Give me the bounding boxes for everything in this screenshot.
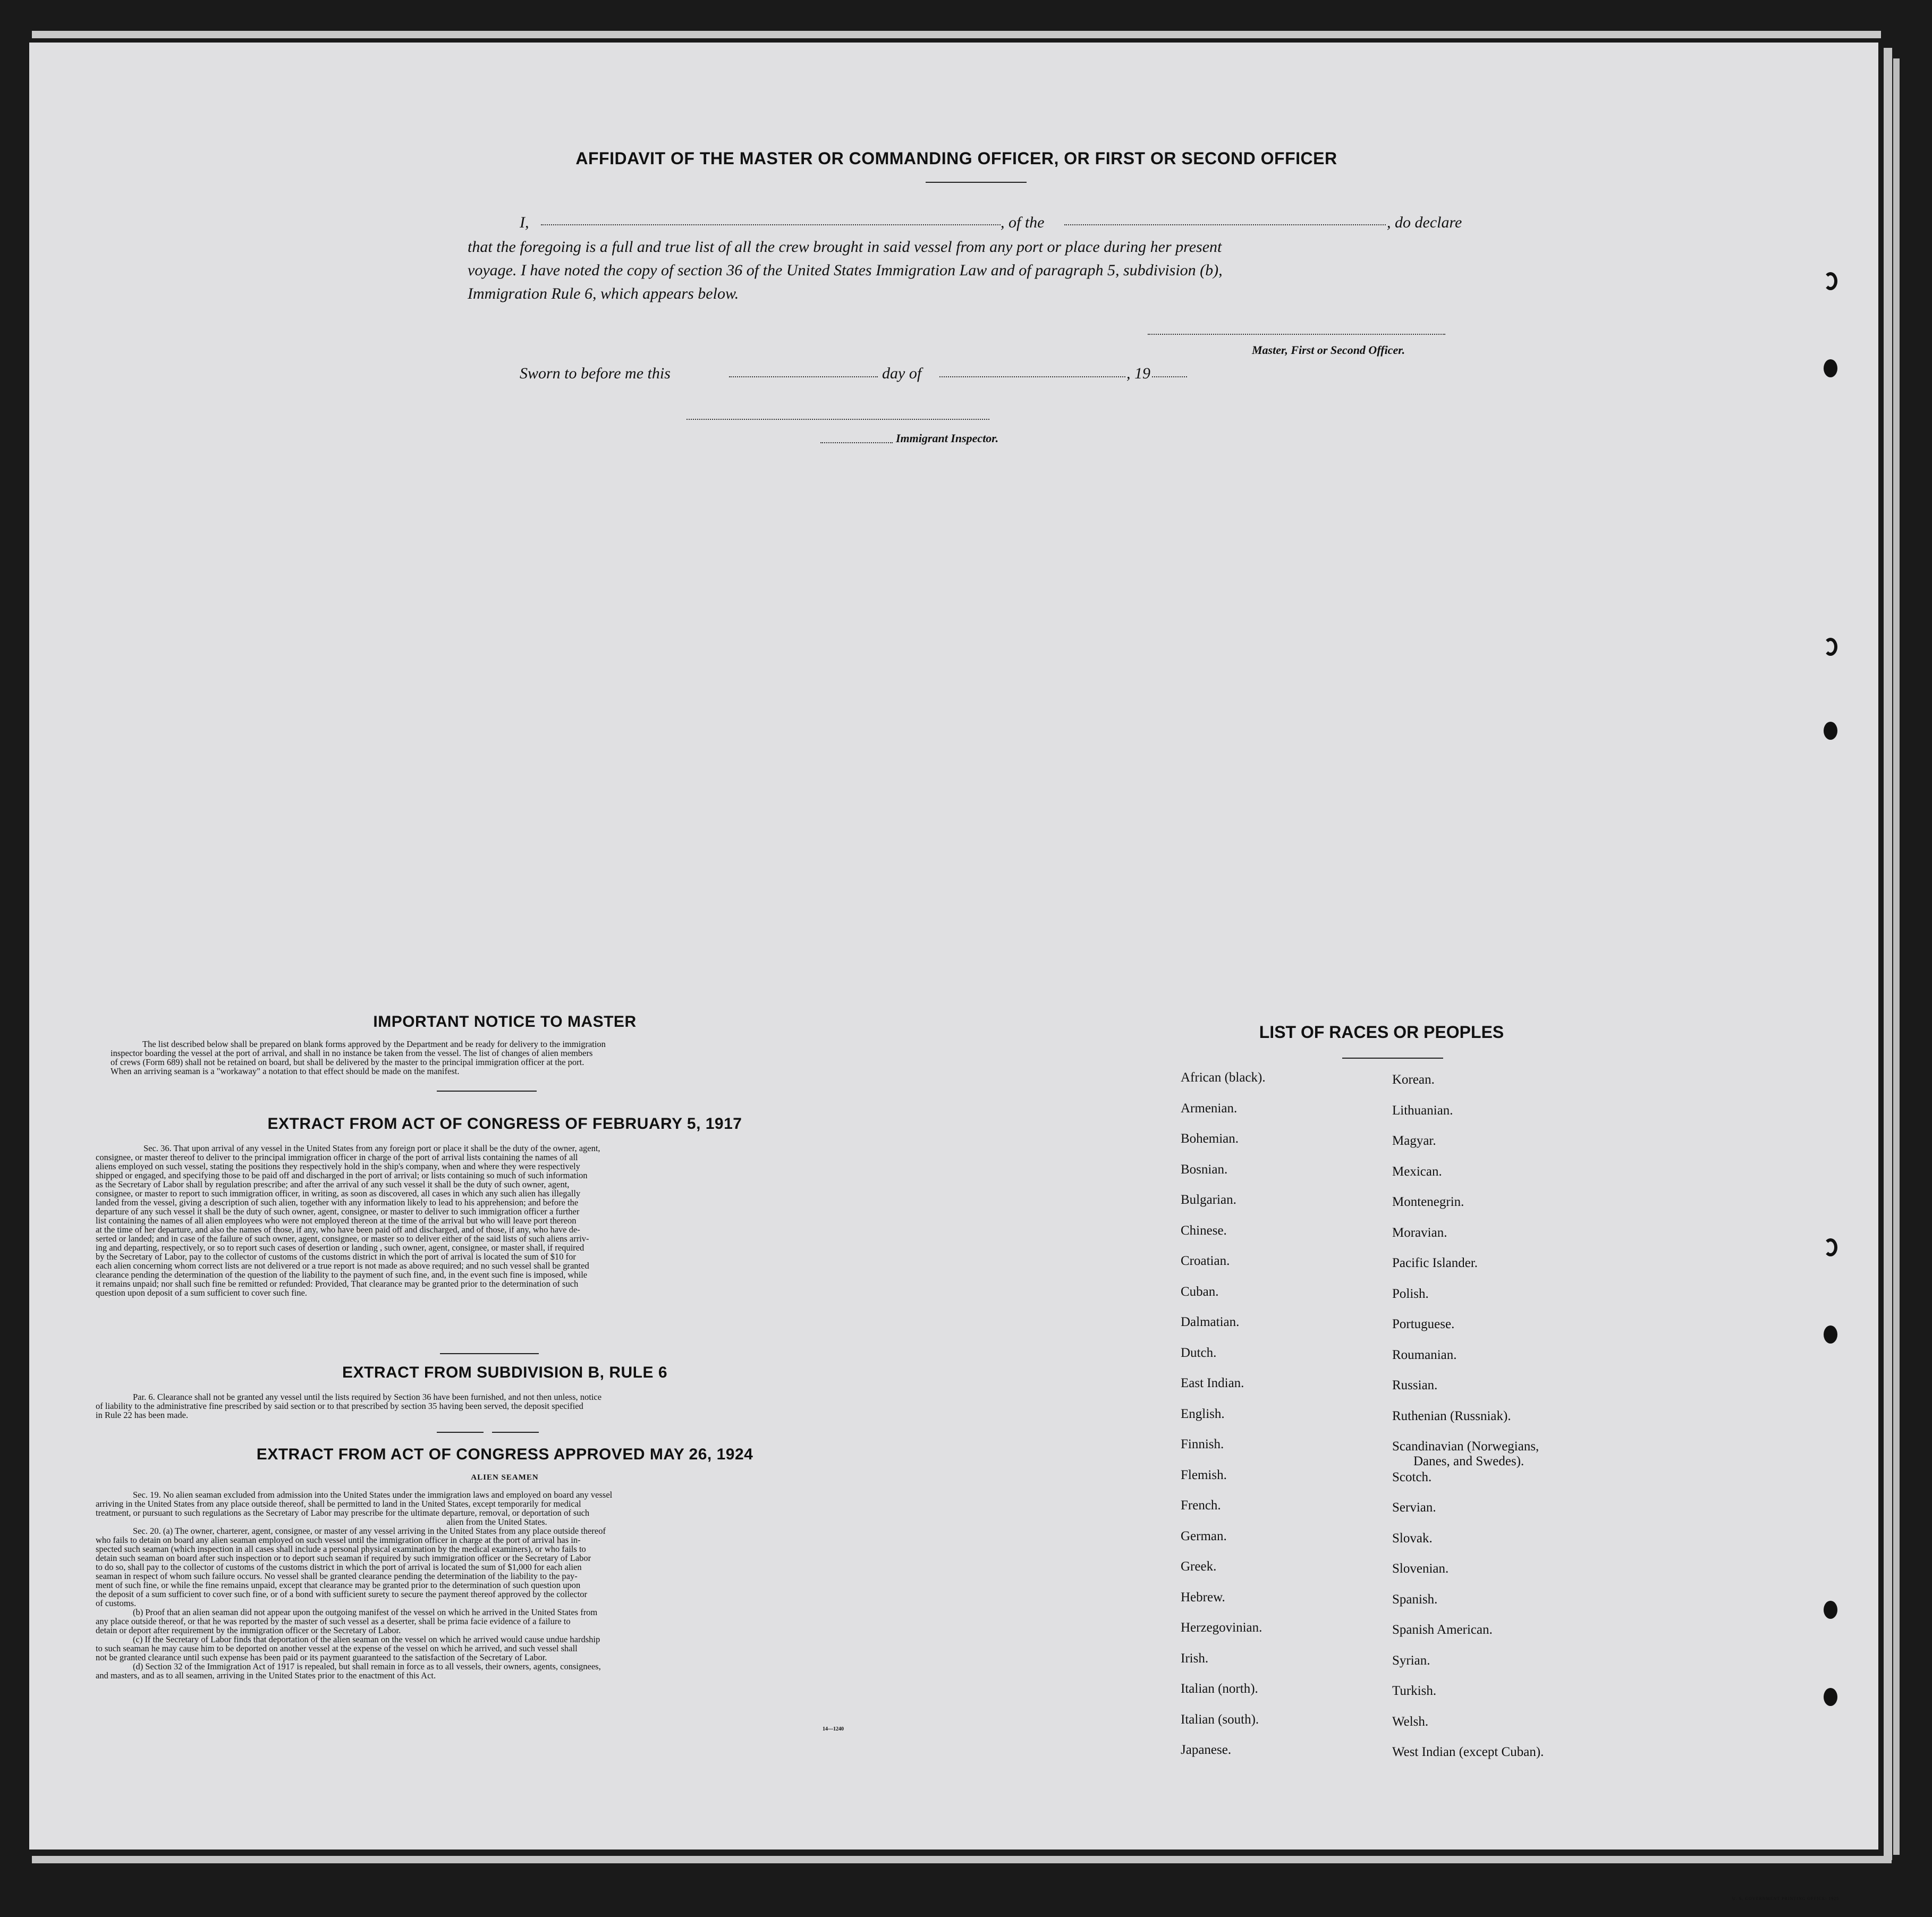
binder-hole-icon [1824,1325,1837,1344]
binder-hole-icon [1824,1238,1837,1256]
page-edge-top [32,31,1881,38]
inspector-signature-line [687,419,989,420]
printer-imprint: U. S. GOVERNMENT PRINTING OFFICE: 1925 [1732,1896,1840,1901]
declaration-of-the: , of the [1001,214,1045,231]
race-item: Scandinavian (Norwegians, [1392,1439,1539,1454]
extract-rule6-title: EXTRACT FROM SUBDIVISION B, RULE 6 [342,1364,668,1381]
name-line [541,224,1001,225]
race-item: Pacific Islander. [1392,1256,1478,1270]
race-item: Scotch. [1392,1470,1432,1484]
race-item: Italian (north). [1181,1682,1258,1696]
race-item: German. [1181,1528,1227,1543]
race-item: Croatian. [1181,1254,1230,1268]
race-item: Italian (south). [1181,1712,1259,1727]
race-item: Dalmatian. [1181,1315,1240,1329]
title-rule [926,182,1027,183]
page-edge-bottom [32,1856,1892,1863]
race-item: Slovenian. [1392,1561,1449,1576]
race-item: Irish. [1181,1651,1209,1666]
races-left-column [1181,1070,1404,1761]
sworn-day-line [729,376,878,377]
notice-body: The list described below shall be prepared on blank forms approved by the Department and be ready for delivery to the immigration inspector boarding the vessel at the port of arrival, and shall in no instance be taken from the vessel. The list of changes of alien members of crews (Form 689) shall not be retained on board, but shall be delivered by the master to the principal immigration officer at the port. When an arriving seaman is a "workaway" a notation to that effect should be made on the manifest. [111,1039,606,1076]
extract-1917-title: EXTRACT FROM ACT OF CONGRESS OF FEBRUARY 5, 1917 [267,1115,742,1133]
race-item: West Indian (except Cuban). [1392,1745,1544,1759]
race-item: Servian. [1392,1500,1436,1515]
vessel-line [1064,224,1386,225]
notice-title: IMPORTANT NOTICE TO MASTER [373,1013,637,1031]
declaration-do-declare: , do declare [1387,214,1462,231]
master-signature-line [1148,334,1445,335]
race-item: French. [1181,1498,1221,1513]
extract-rule6-body: Par. 6. Clearance shall not be granted any vessel until the lists required by Section 36 have been furnished, and not then unless, notice of liability to the administrative fine prescribed by said section or to that prescribed by section 35 having been served, the deposit specified in Rule 22 has been made. [96,1392,602,1420]
race-item: Herzegovinian. [1181,1620,1262,1635]
binder-hole-icon [1824,272,1837,290]
race-item: Syrian. [1392,1653,1430,1668]
binder-hole-icon [1824,1601,1837,1619]
race-item: East Indian. [1181,1376,1244,1390]
race-item: Lithuanian. [1392,1103,1453,1118]
page-edge-right [1884,48,1892,1860]
race-item: Spanish American. [1392,1623,1493,1637]
race-item: Korean. [1392,1072,1435,1087]
extract-1917-body: Sec. 36. That upon arrival of any vessel in the United States from any foreign port or place it shall be the duty of the owner, agent, consignee, or master thereof to deliver to the principal immigration officer in charge of the port of arrival lists containing the names of all aliens employed on such vessel, stating the positions they respectively hold in the ship's company, when and where they were respectively shipped or engaged, and specifying those to be paid off and discharged in the port of arrival; or lists containing so much of such information as the Secretary of Labor shall by regulation prescribe; and after the arrival of any such vessel it shall be the duty of such owner, agent, consignee, or master to report to such immigration officer, in writing, as soon as discovered, all cases in which any such alien has illegally landed from the vessel, giving a description of such alien, together with any information likely to lead to his apprehension; and before the departure of any such vessel it shall be the duty of such owner, agent, consignee, or master to deliver to such immigration officer a further list containing the names of all alien employees who were not employed thereon at the time of the arrival but who will leave port thereon at the time of her departure, and also the names of those, if any, who have been paid off and discharged, and of those, if any, who have de- serted or landed; and in case of the failure of such owner, agent, consignee, or master so to deliver either of the said lists of such aliens arriv- ing and departing, respectively, or so to report such cases of desertion or landing , such owner, agent, consignee, or master shall, if required by the Secretary of Labor, pay to the collector of customs of the customs district in which the port of arrival is located the sum of $10 for each alien concerning whom correct lists are not delivered or a true report is not made as above required; and no such vessel shall be granted clearance pending the determination of the question of the liability to the payment of such fine, and, in the event such fine is imposed, while it remains unpaid; nor shall such fine be remitted or refunded: Provided, That clearance may be granted prior to the determination of such question upon deposit of a sum sufficient to cover such fine. [96,1143,600,1298]
race-item: Chinese. [1181,1223,1227,1238]
form-number: 14—1240 [823,1726,844,1732]
sworn-year-line [1152,376,1187,377]
extract-1924-title: EXTRACT FROM ACT OF CONGRESS APPROVED MAY 26, 1924 [256,1446,753,1463]
race-item: Cuban. [1181,1284,1219,1299]
extract-1924-body: Sec. 19. No alien seaman excluded from admission into the United States under the immigration laws and employed on board any vessel arriving in the United States from any place outside thereof, shall be permitted to land in the United States, except temporarily for medical treatment, or pursuant to such regulations as the Secretary of Labor may prescribe for the ultimate departure, removal, or deportation of such alien from the United States. Sec. 20. (a) The owner, charterer, agent, consignee, or master of any vessel arriving in the United States from any place outside thereof who fails to detain on board any alien seaman employed on such vessel until the immigration officer in charge at the port of arrival has in- spected such seaman (which inspection in all cases shall include a personal physical examination by the medical examiners), or who fails to detain such seaman on board after such inspection or to deport such seaman if required by such immigration officer or the Secretary of Labor to do so, shall pay to the collector of customs of the customs district in which the port of arrival is located the sum of $1,000 for each alien seaman in respect of whom such failure occurs. No vessel shall be granted clearance pending the determination of the liability to the pay- ment of such fine, or while the fine remains unpaid, except that clearance may be granted prior to the determination of such question upon the deposit of a sum sufficient to cover such fine, or of a bond with sufficient surety to secure the payment thereof approved by the collector of customs. (b) Proof that an alien seaman did not appear upon the outgoing manifest of the vessel on which he arrived in the United States from any place outside thereof, or that he was reported by the master of such vessel as a deserter, shall be prima facie evidence of a failure to detain or deport after requirement by the immigration officer or the Secretary of Labor. (c) If the Secretary of Labor finds that deportation of the alien seaman on the vessel on which he arrived would cause undue hardship to such seaman he may cause him to be deported on another vessel at the expense of the vessel on which he arrived, and such vessel shall not be granted clearance until such expense has been paid or its payment guaranteed to the satisfaction of the Secretary of Labor. (d) Section 32 of the Immigration Act of 1917 is repealed, but shall remain in force as to all vessels, their owners, agents, consignees, and masters, and as to all seamen, arriving in the United States prior to the enactment of this Act. [96,1490,613,1680]
race-item: Flemish. [1181,1467,1227,1482]
races-title: LIST OF RACES OR PEOPLES [1259,1023,1504,1042]
page-edge-right-back [1893,58,1900,1855]
race-item: Ruthenian (Russniak). [1392,1408,1511,1423]
race-item: English. [1181,1406,1225,1421]
race-item: Greek. [1181,1559,1217,1574]
section-rule [437,1091,537,1092]
inspector-label: Immigrant Inspector. [896,432,999,445]
extract-1924-subtitle: ALIEN SEAMEN [471,1473,539,1482]
race-item: Japanese. [1181,1743,1232,1757]
section-rule [492,1432,539,1433]
sworn-prefix: Sworn to before me this [520,365,671,382]
race-item: Montenegrin. [1392,1195,1464,1209]
race-item: Bohemian. [1181,1131,1239,1146]
race-item: Hebrew. [1181,1590,1225,1604]
affidavit-title: AFFIDAVIT OF THE MASTER OR COMMANDING OFFICER, OR FIRST OR SECOND OFFICER [575,149,1337,168]
race-item: Dutch. [1181,1345,1217,1360]
binder-hole-icon [1824,359,1837,377]
race-item: Welsh. [1392,1714,1429,1729]
race-item: Mexican. [1392,1164,1442,1179]
sworn-day-of: day of [882,365,922,382]
master-signature-label: Master, First or Second Officer. [1252,343,1405,357]
races-title-rule [1342,1058,1443,1059]
race-item: Spanish. [1392,1592,1438,1607]
race-item: Russian. [1392,1378,1438,1392]
sworn-month-line [939,376,1125,377]
declaration-line-3: voyage. I have noted the copy of section 36 of the United States Immigration Law and of paragraph 5, subdivision (b), [468,261,1223,279]
race-item: Portuguese. [1392,1317,1455,1331]
section-rule [437,1432,484,1433]
binder-hole-icon [1824,722,1837,740]
section-rule [440,1353,539,1354]
race-item: Danes, and Swedes). [1413,1454,1524,1468]
race-item: Bosnian. [1181,1162,1228,1177]
race-item: Magyar. [1392,1134,1436,1148]
race-item: Moravian. [1392,1225,1447,1240]
races-right-column [1392,1072,1637,1763]
binder-hole-icon [1824,1688,1837,1706]
declaration-line-2: that the foregoing is a full and true list of all the crew brought in said vessel from any port or place during her present [468,238,1222,256]
race-item: Slovak. [1392,1531,1433,1546]
declaration-line-4: Immigration Rule 6, which appears below. [468,285,739,302]
race-item: Armenian. [1181,1101,1238,1116]
race-item: Turkish. [1392,1684,1437,1698]
declaration-i: I, [520,214,529,231]
inspector-dots [820,442,893,443]
race-item: Bulgarian. [1181,1193,1236,1207]
race-item: Polish. [1392,1286,1429,1301]
binder-hole-icon [1824,638,1837,656]
race-item: Roumanian. [1392,1347,1457,1362]
race-item: Finnish. [1181,1437,1224,1451]
sworn-year: , 19 [1126,365,1150,382]
race-item: African (black). [1181,1070,1266,1085]
